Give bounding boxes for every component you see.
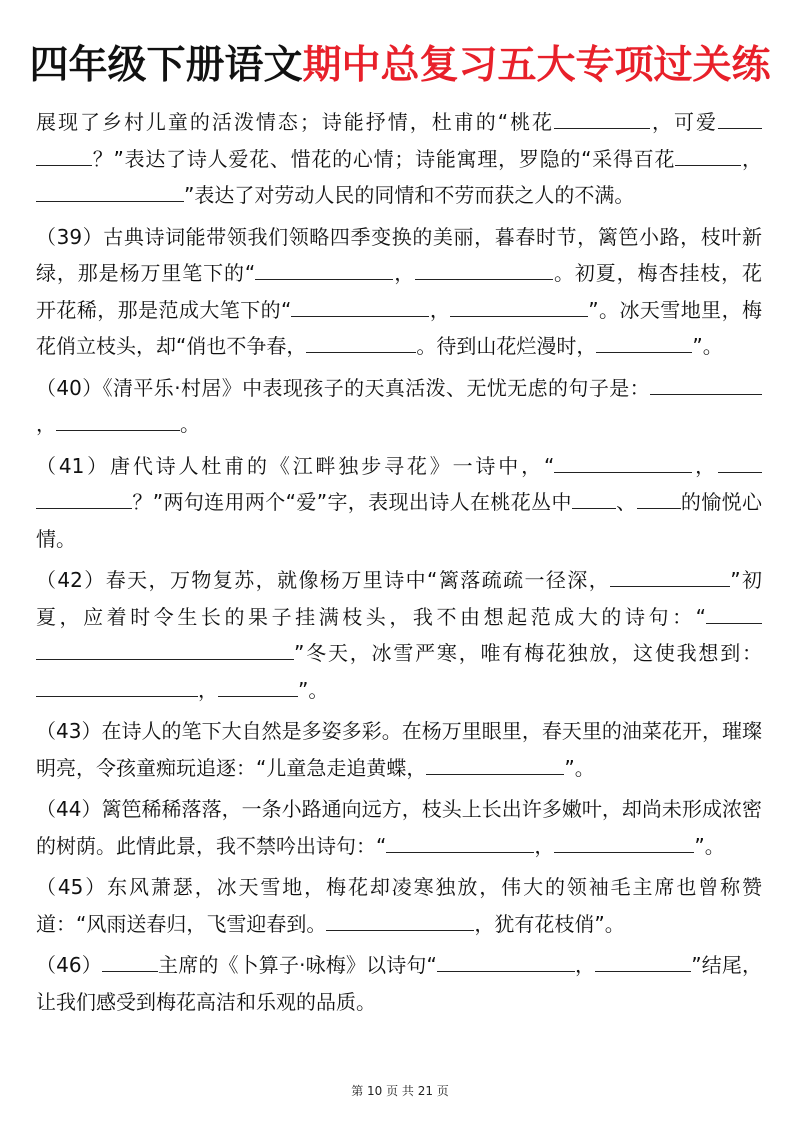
text-segment: ”。: [692, 334, 723, 358]
fill-blank[interactable]: [706, 568, 730, 587]
fill-blank[interactable]: [291, 298, 429, 317]
fill-blank[interactable]: [386, 834, 534, 853]
fill-blank[interactable]: [675, 147, 741, 166]
text-segment: 的愉悦心情。: [36, 490, 763, 551]
title-red-part: 期中总复习五大专项过关练: [302, 43, 771, 88]
fill-blank[interactable]: [415, 261, 553, 280]
text-segment: 。待到山花烂漫时，: [416, 334, 597, 358]
text-segment: ，: [692, 453, 719, 478]
text-segment: ”。冰天雪地里，梅花俏立枝头，却“俏也不争春，: [36, 297, 762, 358]
text-segment: 。: [180, 412, 200, 436]
fill-blank[interactable]: [554, 454, 692, 473]
text-segment: ”。: [694, 833, 725, 858]
worksheet-content: [36, 104, 762, 1020]
fill-blank[interactable]: [218, 678, 298, 697]
fill-blank[interactable]: [554, 834, 650, 853]
text-segment: ”。: [298, 677, 329, 702]
question-39: [36, 219, 762, 365]
fill-blank[interactable]: [36, 641, 294, 660]
text-segment: （45）东风萧瑟，冰天雪地，梅花却凌寒独放，伟大的领袖毛主席也曾称赞道：“风雨送春归，飞雪迎春到。: [36, 875, 762, 936]
text-segment: （44）篱笆稀稀落落，一条小路通向远方，枝头上长出许多嫩叶，却尚未形成浓密的树荫。此情此景，我不禁吟出诗句：“: [36, 797, 762, 858]
fill-blank[interactable]: [610, 568, 706, 587]
text-segment: ，犹有花枝俏”。: [474, 911, 625, 936]
fill-blank[interactable]: [56, 412, 180, 431]
text-segment: （40）《清平乐·村居》中表现孩子的天真活泼、无忧无虑的句子是：: [36, 375, 650, 400]
text-segment: ”冬天，冰雪严寒，唯有梅花独放，这使我想到：: [294, 641, 762, 665]
fill-blank[interactable]: [36, 490, 132, 509]
text-segment: ，: [36, 412, 56, 436]
fill-blank[interactable]: [36, 183, 184, 202]
page-number: 第 10 页 共 21 页: [351, 1084, 449, 1098]
text-segment: （41）唐代诗人杜甫的《江畔独步寻花》一诗中，“: [36, 453, 555, 478]
fill-blank[interactable]: [637, 490, 681, 509]
question-45: [36, 869, 762, 942]
fill-blank[interactable]: [255, 261, 393, 280]
fill-blank[interactable]: [102, 953, 158, 972]
text-segment: （43）在诗人的笔下大自然是多姿多彩。在杨万里眼里，春天里的油菜花开，璀璨明亮，令孩童痴玩追逐：“儿童急走追黄蝶，: [36, 719, 762, 780]
fill-blank[interactable]: [596, 334, 692, 353]
question-40: [36, 370, 762, 443]
text-segment: 、: [615, 490, 637, 514]
fill-blank[interactable]: [718, 110, 762, 129]
text-segment: ？”两句连用两个“爱”字，表现出诗人在桃花丛中: [132, 490, 572, 514]
text-segment: （42）春天，万物复苏，就像杨万里诗中“篱落疏疏一径深，: [36, 568, 611, 592]
continuation-paragraph: [36, 104, 762, 214]
fill-blank[interactable]: [437, 953, 575, 972]
text-segment: （46）: [36, 953, 102, 977]
text-segment: ”。: [564, 755, 595, 780]
fill-blank[interactable]: [718, 454, 762, 473]
text-segment: ？”表达了诗人爱花、惜花的心情；诗能寓理，罗隐的“采得百花: [92, 146, 676, 171]
question-46: [36, 947, 762, 1020]
fill-blank[interactable]: [706, 376, 762, 395]
text-segment: 展现了乡村儿童的活泼情态；诗能抒情，杜甫的“桃花: [36, 110, 555, 134]
fill-blank[interactable]: [426, 756, 564, 775]
text-segment: （39）古典诗词能带领我们领略四季变换的美丽，暮春时节，篱笆小路，枝叶新绿，那是杨万里笔下的“: [36, 224, 762, 285]
question-44: [36, 791, 762, 864]
fill-blank[interactable]: [650, 834, 694, 853]
fill-blank[interactable]: [450, 298, 588, 317]
text-segment: ，: [429, 297, 451, 322]
fill-blank[interactable]: [326, 912, 474, 931]
title-black-part: 四年级下册语文: [29, 43, 303, 88]
text-segment: ，可爱: [650, 110, 718, 134]
question-43: [36, 713, 762, 786]
fill-blank[interactable]: [306, 334, 416, 353]
text-segment: 。初夏，梅杏挂枝，花开花稀，那是范成大笔下的“: [36, 261, 763, 322]
text-segment: ，: [534, 833, 555, 858]
fill-blank[interactable]: [36, 147, 92, 166]
page-title: [0, 38, 800, 94]
question-41: [36, 448, 762, 558]
text-segment: ”结尾，让我们感受到梅花高洁和乐观的品质。: [36, 953, 763, 1014]
text-segment: ，: [198, 677, 218, 702]
fill-blank[interactable]: [706, 605, 762, 624]
text-segment: 主席的《卜算子·咏梅》以诗句“: [157, 953, 437, 977]
text-segment: ，: [741, 146, 763, 171]
text-segment: ”初夏，应着时令生长的果子挂满枝头，我不由想起范成大的诗句：“: [36, 568, 762, 629]
fill-blank[interactable]: [650, 376, 706, 395]
fill-blank[interactable]: [572, 490, 616, 509]
fill-blank[interactable]: [554, 110, 650, 129]
text-segment: ，: [393, 261, 416, 285]
text-segment: ”表达了对劳动人民的同情和不劳而获之人的不满。: [184, 183, 635, 207]
fill-blank[interactable]: [36, 678, 198, 697]
fill-blank[interactable]: [595, 953, 691, 972]
question-42: [36, 562, 762, 708]
text-segment: ，: [574, 953, 596, 977]
